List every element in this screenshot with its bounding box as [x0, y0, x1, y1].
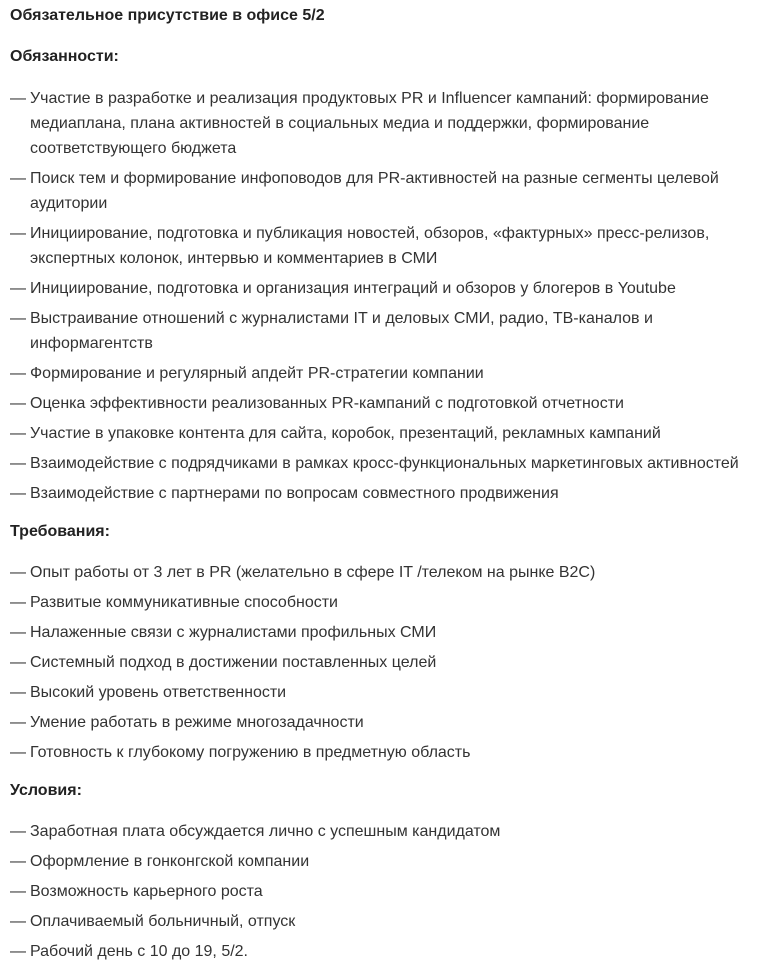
- list-item: [10, 451, 760, 476]
- list-item: [10, 879, 760, 904]
- list-item: [10, 391, 760, 416]
- dash-bullet: —: [10, 564, 26, 581]
- dash-bullet: —: [10, 823, 26, 840]
- list-item-text: Взаимодействие с партнерами по вопросам совместного продвижения: [30, 485, 559, 502]
- dash-bullet: —: [10, 310, 26, 327]
- list-item-text: Оценка эффективности реализованных PR-кампаний с подготовкой отчетности: [30, 395, 624, 412]
- list-item-text: Инициирование, подготовка и организация интеграций и обзоров у блогеров в Youtube: [30, 280, 676, 297]
- list-item-text: Высокий уровень ответственности: [30, 684, 287, 701]
- dash-bullet: —: [10, 943, 26, 960]
- list-item: [10, 620, 760, 645]
- list-item-text: Взаимодействие с подрядчиками в рамках кросс-функциональных маркетинговых активностей: [30, 455, 739, 472]
- requirements-heading: Требования:: [10, 523, 110, 540]
- dash-bullet: —: [10, 425, 26, 442]
- list-item-text: Налаженные связи с журналистами профильных СМИ: [30, 624, 437, 641]
- dash-bullet: —: [10, 225, 26, 242]
- list-item: [10, 909, 760, 934]
- list-item-text: Формирование и регулярный апдейт PR-стратегии компании: [30, 365, 484, 382]
- dash-bullet: —: [10, 170, 26, 187]
- duties-list: [10, 86, 760, 506]
- list-item: [10, 306, 760, 356]
- dash-bullet: —: [10, 744, 26, 761]
- list-item-text: Системный подход в достижении поставленных целей: [30, 654, 437, 671]
- dash-bullet: —: [10, 684, 26, 701]
- conditions-list: [10, 819, 760, 964]
- dash-bullet: —: [10, 853, 26, 870]
- dash-bullet: —: [10, 714, 26, 731]
- dash-bullet: —: [10, 455, 26, 472]
- list-item-text: Готовность к глубокому погружению в предметную область: [30, 744, 471, 761]
- duties-heading: Обязанности:: [10, 48, 119, 65]
- dash-bullet: —: [10, 365, 26, 382]
- list-item-text: Умение работать в режиме многозадачности: [30, 714, 364, 731]
- list-item-text: Выстраивание отношений с журналистами IT и деловых СМИ, радио, ТВ-каналов и информагентств: [30, 310, 653, 352]
- list-item-text: Возможность карьерного роста: [30, 883, 263, 900]
- list-item-text: Заработная плата обсуждается лично с успешным кандидатом: [30, 823, 501, 840]
- list-item: [10, 710, 760, 735]
- list-item: [10, 86, 760, 161]
- dash-bullet: —: [10, 280, 26, 297]
- dash-bullet: —: [10, 395, 26, 412]
- list-item: [10, 650, 760, 675]
- list-item: [10, 740, 760, 765]
- dash-bullet: —: [10, 883, 26, 900]
- list-item: [10, 939, 760, 964]
- list-item: [10, 481, 760, 506]
- list-item-text: Оплачиваемый больничный, отпуск: [30, 913, 296, 930]
- dash-bullet: —: [10, 485, 26, 502]
- list-item: [10, 560, 760, 585]
- dash-bullet: —: [10, 654, 26, 671]
- office-attendance-note: Обязательное присутствие в офисе 5/2: [10, 7, 325, 24]
- list-item-text: Поиск тем и формирование инфоповодов для PR-активностей на разные сегменты целевой аудитории: [30, 170, 719, 212]
- list-item-text: Развитые коммуникативные способности: [30, 594, 338, 611]
- list-item: [10, 680, 760, 705]
- list-item: [10, 849, 760, 874]
- list-item: [10, 421, 760, 446]
- list-item: [10, 221, 760, 271]
- list-item-text: Инициирование, подготовка и публикация новостей, обзоров, «фактурных» пресс-релизов, экспертных колонок, интервью и комментариев в СМИ: [30, 225, 710, 267]
- list-item-text: Участие в упаковке контента для сайта, коробок, презентаций, рекламных кампаний: [30, 425, 661, 442]
- list-item-text: Участие в разработке и реализация продуктовых PR и Influencer кампаний: формирование медиаплана, плана активностей в социальных медиа и поддержки, формирование соответствующего бюджета: [30, 90, 709, 157]
- list-item: [10, 819, 760, 844]
- list-item: [10, 361, 760, 386]
- dash-bullet: —: [10, 913, 26, 930]
- list-item-text: Рабочий день с 10 до 19, 5/2.: [30, 943, 248, 960]
- list-item: [10, 166, 760, 216]
- conditions-heading: Условия:: [10, 782, 82, 799]
- requirements-list: [10, 560, 760, 765]
- dash-bullet: —: [10, 594, 26, 611]
- dash-bullet: —: [10, 624, 26, 641]
- dash-bullet: —: [10, 90, 26, 107]
- list-item-text: Оформление в гонконгской компании: [30, 853, 310, 870]
- list-item-text: Опыт работы от 3 лет в PR (желательно в сфере IT /телеком на рынке B2C): [30, 564, 596, 581]
- list-item: [10, 590, 760, 615]
- list-item: [10, 276, 760, 301]
